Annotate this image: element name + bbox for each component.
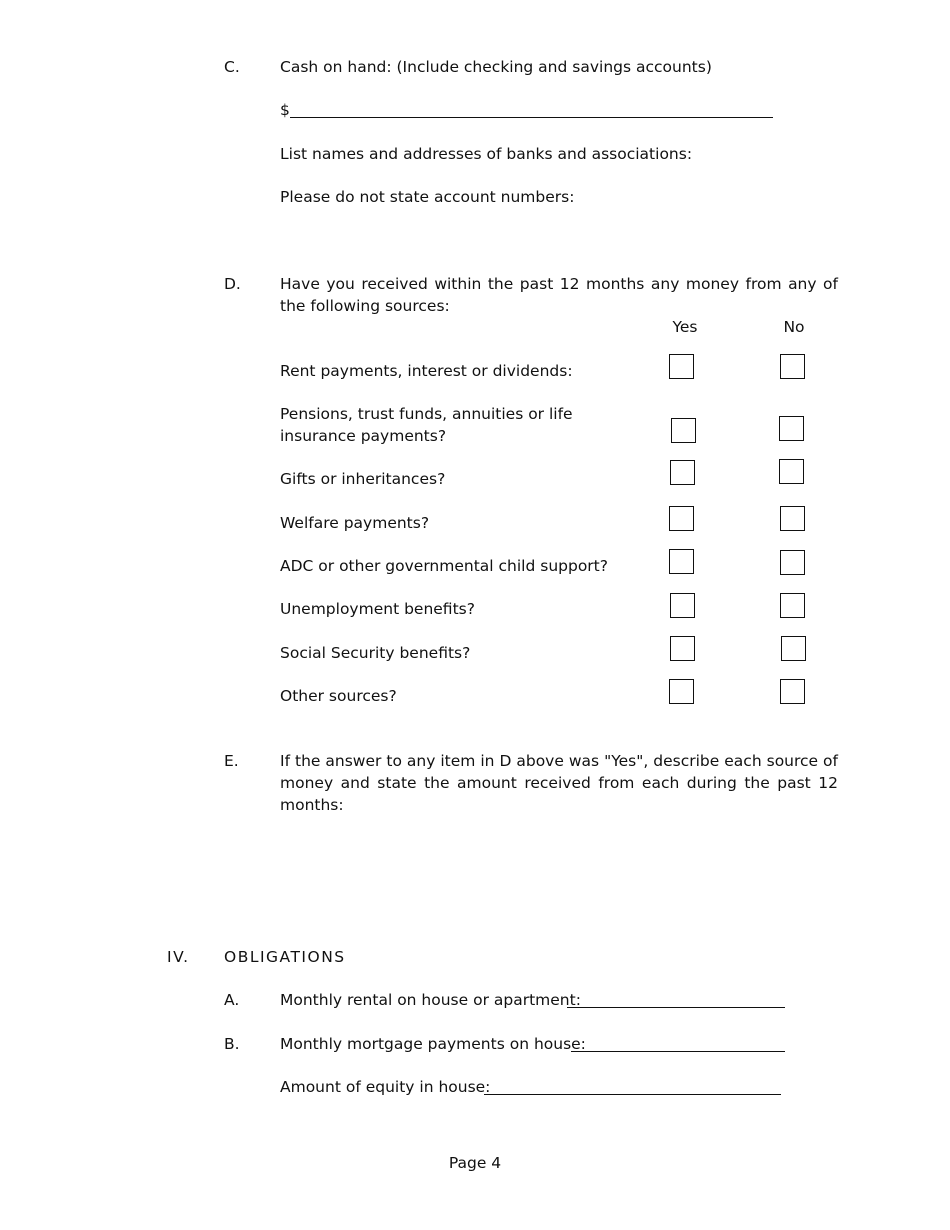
cash-amount-line[interactable] — [290, 117, 773, 118]
no-column-header: No — [783, 318, 805, 336]
section-e-text: If the answer to any item in D above was "Yes", describe each source of money and state the amount received from each during the past 12 months: — [280, 752, 838, 814]
adc-no-checkbox[interactable] — [780, 550, 805, 575]
gifts-yes-checkbox[interactable] — [670, 460, 695, 485]
source-other-label: Other sources? — [280, 687, 397, 705]
pensions-no-checkbox[interactable] — [779, 416, 804, 441]
other-yes-checkbox[interactable] — [669, 679, 694, 704]
source-unemployment-label: Unemployment benefits? — [280, 600, 475, 618]
adc-yes-checkbox[interactable] — [669, 549, 694, 574]
obligation-b-letter: B. — [224, 1035, 240, 1053]
section-d-letter: D. — [224, 275, 241, 293]
pensions-yes-checkbox[interactable] — [671, 418, 696, 443]
page-number: Page 4 — [448, 1154, 502, 1172]
source-welfare-label: Welfare payments? — [280, 514, 430, 532]
monthly-rental-line[interactable] — [567, 1007, 785, 1008]
source-pensions-label-line2: insurance payments? — [280, 427, 447, 445]
equity-label: Amount of equity in house: — [280, 1078, 491, 1096]
banks-list-label: List names and addresses of banks and associations: — [280, 145, 693, 163]
gifts-no-checkbox[interactable] — [779, 459, 804, 484]
welfare-no-checkbox[interactable] — [780, 506, 805, 531]
social-security-no-checkbox[interactable] — [781, 636, 806, 661]
rent-no-checkbox[interactable] — [780, 354, 805, 379]
cash-dollar-sign: $ — [280, 101, 290, 119]
rent-yes-checkbox[interactable] — [669, 354, 694, 379]
monthly-rental-label: Monthly rental on house or apartment: — [280, 991, 581, 1009]
unemployment-yes-checkbox[interactable] — [670, 593, 695, 618]
source-rent-label: Rent payments, interest or dividends: — [280, 362, 573, 380]
obligations-heading: OBLIGATIONS — [224, 948, 346, 966]
source-pensions-label: Pensions, trust funds, annuities or life — [280, 405, 573, 423]
source-gifts-label: Gifts or inheritances? — [280, 470, 446, 488]
welfare-yes-checkbox[interactable] — [669, 506, 694, 531]
mortgage-payments-line[interactable] — [571, 1051, 785, 1052]
section-d-question: Have you received within the past 12 months any money from any of the following sources: — [280, 275, 838, 315]
source-adc-label: ADC or other governmental child support? — [280, 557, 608, 575]
social-security-yes-checkbox[interactable] — [670, 636, 695, 661]
other-no-checkbox[interactable] — [780, 679, 805, 704]
obligation-a-letter: A. — [224, 991, 240, 1009]
mortgage-payments-label: Monthly mortgage payments on house: — [280, 1035, 586, 1053]
source-social-security-label: Social Security benefits? — [280, 644, 471, 662]
section-e-letter: E. — [224, 752, 239, 770]
yes-column-header: Yes — [672, 318, 698, 336]
account-numbers-note: Please do not state account numbers: — [280, 188, 575, 206]
section-c-title: Cash on hand: (Include checking and savings accounts) — [280, 58, 712, 76]
obligations-numeral: IV. — [167, 948, 190, 966]
unemployment-no-checkbox[interactable] — [780, 593, 805, 618]
equity-line[interactable] — [484, 1094, 781, 1095]
section-c-letter: C. — [224, 58, 240, 76]
